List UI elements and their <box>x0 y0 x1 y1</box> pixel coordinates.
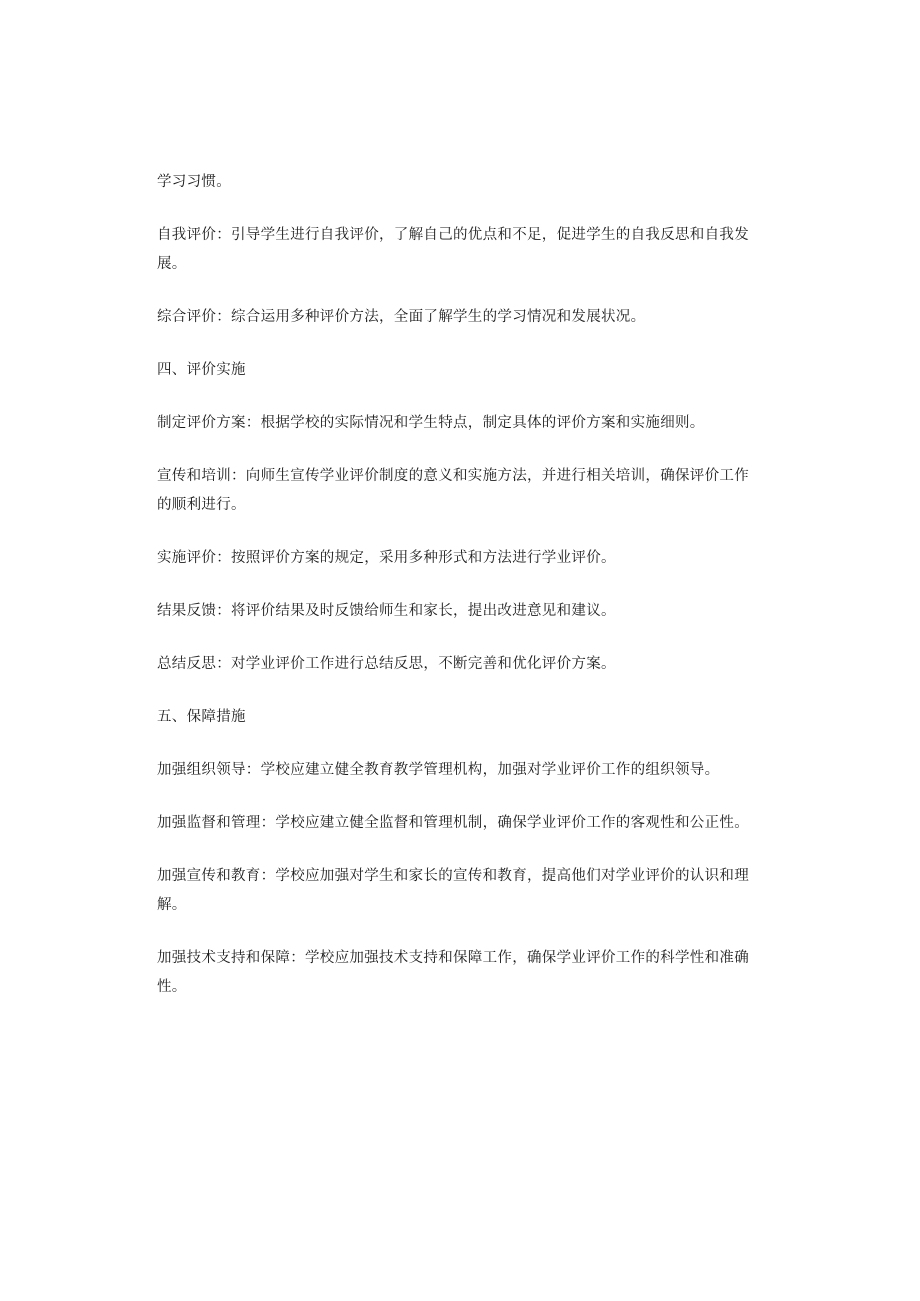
section-heading-implementation: 四、评价实施 <box>157 362 246 378</box>
paragraph-result-feedback: 结果反馈：将评价结果及时反馈给师生和家长，提出改进意见和建议。 <box>157 603 616 619</box>
paragraph-summary-reflection: 总结反思：对学业评价工作进行总结反思，不断完善和优化评价方案。 <box>157 656 616 672</box>
paragraph-publicity-training: 宣传和培训：向师生宣传学业评价制度的意义和实施方法，并进行相关培训，确保评价工作的顺利进行。 <box>157 468 749 513</box>
paragraph-organizational-leadership: 加强组织领导：学校应建立健全教育教学管理机构，加强对学业评价工作的组织领导。 <box>157 762 720 778</box>
document-body <box>157 168 757 1026</box>
paragraph-implement-evaluation: 实施评价：按照评价方案的规定，采用多种形式和方法进行学业评价。 <box>157 550 616 566</box>
paragraph-study-habits: 学习习惯。 <box>157 174 231 190</box>
paragraph-comprehensive-evaluation: 综合评价：综合运用多种评价方法，全面了解学生的学习情况和发展状况。 <box>157 309 646 325</box>
paragraph-technical-support: 加强技术支持和保障：学校应加强技术支持和保障工作，确保学业评价工作的科学性和准确性。 <box>157 950 749 995</box>
paragraph-formulate-plan: 制定评价方案：根据学校的实际情况和学生特点，制定具体的评价方案和实施细则。 <box>157 415 705 431</box>
section-heading-safeguards: 五、保障措施 <box>157 709 246 725</box>
paragraph-publicity-education: 加强宣传和教育：学校应加强对学生和家长的宣传和教育，提高他们对学业评价的认识和理解。 <box>157 868 749 913</box>
paragraph-self-evaluation: 自我评价：引导学生进行自我评价，了解自己的优点和不足，促进学生的自我反思和自我发展。 <box>157 227 749 272</box>
paragraph-supervision-management: 加强监督和管理：学校应建立健全监督和管理机制，确保学业评价工作的客观性和公正性。 <box>157 815 749 831</box>
